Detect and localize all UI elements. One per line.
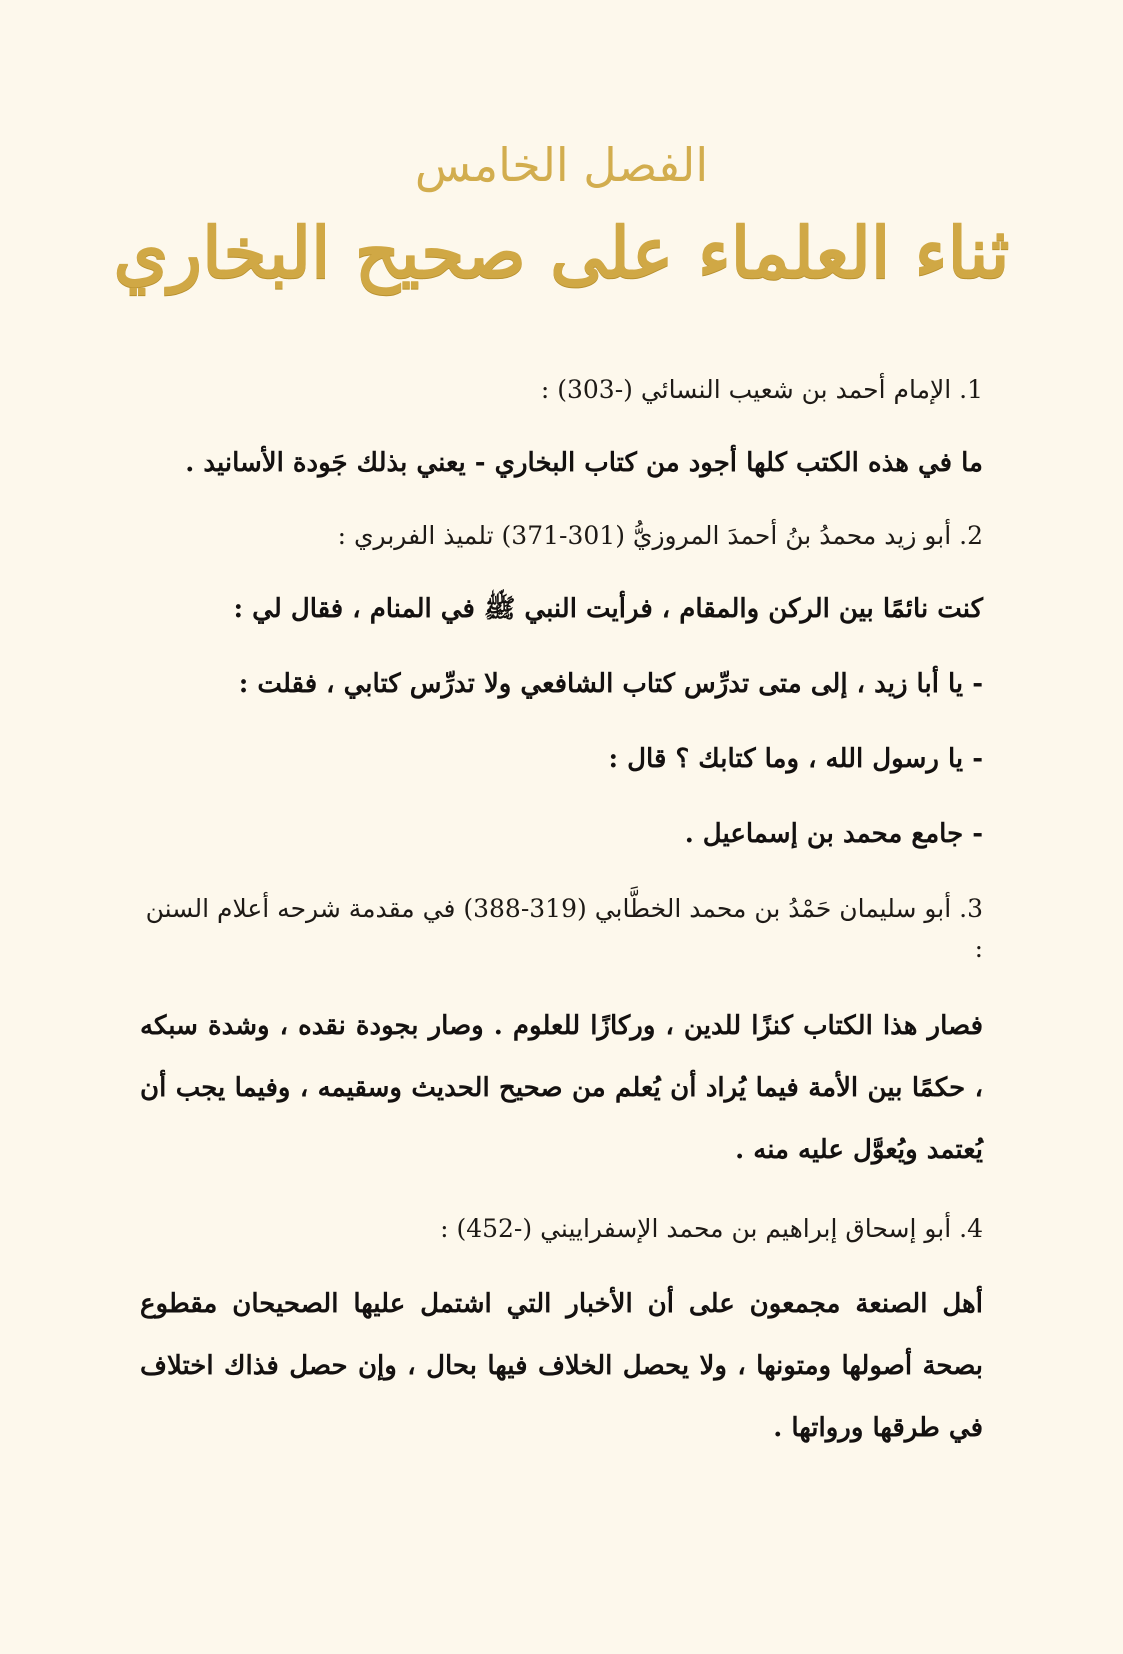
chapter-kicker: الفصل الخامس <box>414 138 709 192</box>
chapter-title: ثناء العلماء على صحيح البخاري <box>113 211 1010 294</box>
entry-quote-3: فصار هذا الكتاب كنزًا للدين ، وركازًا للعلوم . وصار بجودة نقده ، وشدة سبكه ، حكمًا بين الأمة فيما يُراد أن يُعلم من صحيح الحديث وسقيمه ، وفيما يجب أن يُعتمد ويُعوَّل عليه منه . <box>140 1011 983 1165</box>
entry-quote-2b: - يا أبا زيد ، إلى متى تدرِّس كتاب الشافعي ولا تدرِّس كتابي ، فقلت : <box>238 669 983 699</box>
entry-heading-4: 4. أبو إسحاق إبراهيم بن محمد الإسفراييني (-452) : <box>440 1214 983 1243</box>
entry-heading-1: 1. الإمام أحمد بن شعيب النسائي (-303) : <box>540 375 983 404</box>
entry-quote-2c: - يا رسول الله ، وما كتابك ؟ قال : <box>608 744 983 774</box>
content-body <box>140 370 983 1459</box>
entry-quote-4: أهل الصنعة مجمعون على أن الأخبار التي اشتمل عليها الصحيحان مقطوع بصحة أصولها ومتونها ، ولا يحصل الخلاف فيها بحال ، وإن حصل فذاك اختلاف في طرقها ورواتها . <box>140 1289 983 1443</box>
entry-quote-1: ما في هذه الكتب كلها أجود من كتاب البخاري - يعني بذلك جَودة الأسانيد . <box>185 448 983 478</box>
entry-quote-2d: - جامع محمد بن إسماعيل . <box>684 819 983 849</box>
entry-quote-2a: كنت نائمًا بين الركن والمقام ، فرأيت النبي ﷺ في المنام ، فقال لي : <box>233 594 983 624</box>
entry-heading-2: 2. أبو زيد محمدُ بنُ أحمدَ المروزيُّ (301-371) تلميذ الفربري : <box>337 521 983 550</box>
entry-heading-3: 3. أبو سليمان حَمْدُ بن محمد الخطَّابي (319-388) في مقدمة شرحه أعلام السنن : <box>145 894 983 963</box>
